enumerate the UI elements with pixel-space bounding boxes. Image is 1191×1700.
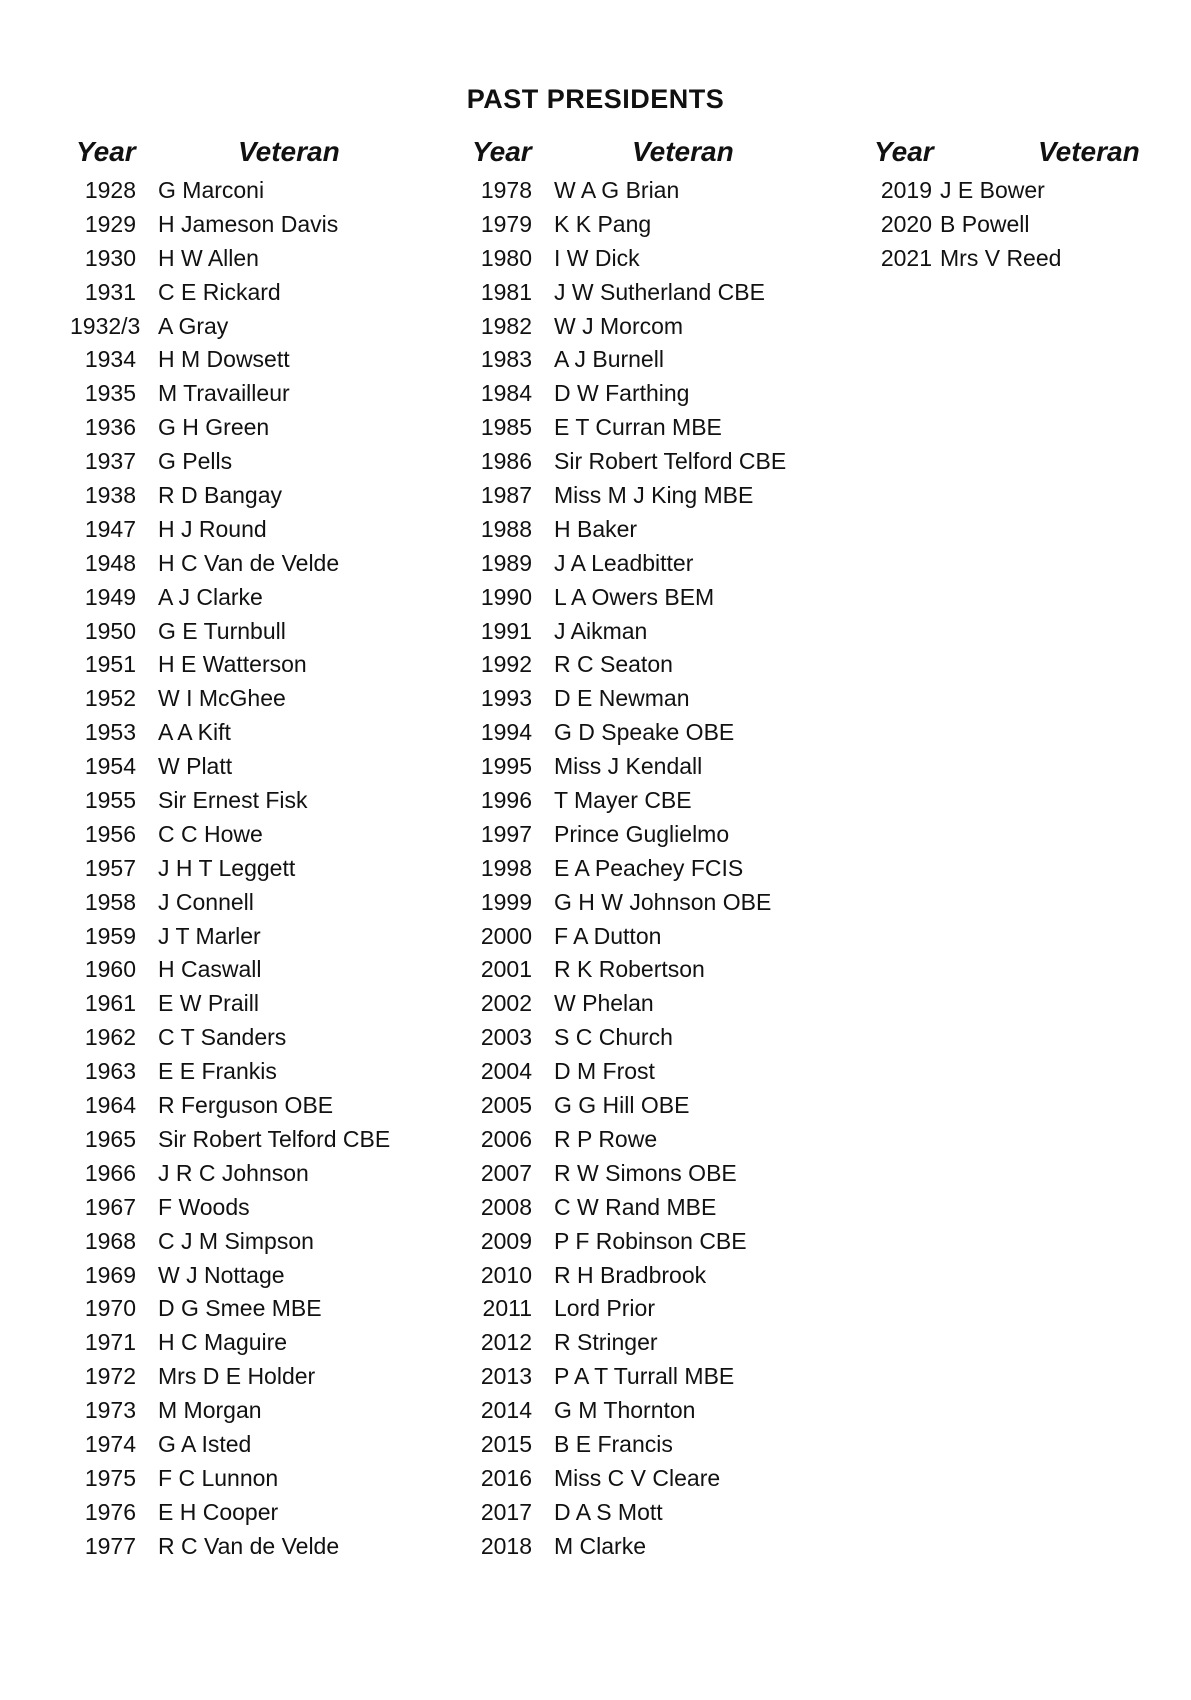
list-item — [466, 411, 846, 445]
president-year: 1994 — [480, 719, 532, 746]
president-year: 1985 — [480, 414, 532, 441]
president-year: 2014 — [480, 1397, 532, 1424]
president-name: G Marconi — [158, 177, 265, 203]
president-name: G E Turnbull — [158, 617, 286, 644]
column-header — [70, 134, 430, 174]
list-item — [70, 310, 430, 344]
president-name: B Powell — [940, 210, 1030, 237]
president-name: D G Smee MBE — [158, 1295, 322, 1322]
list-item — [466, 1394, 846, 1428]
president-year: 2005 — [480, 1092, 532, 1119]
president-year: 2004 — [480, 1058, 532, 1085]
president-year: 1950 — [84, 617, 136, 644]
president-name: F C Lunnon — [158, 1464, 279, 1491]
list-item — [70, 750, 430, 784]
president-name: T Mayer CBE — [554, 787, 692, 814]
veteran-header: Veteran — [632, 136, 734, 167]
president-year: 1936 — [84, 414, 136, 441]
president-name: W Platt — [158, 753, 233, 780]
president-year: 1993 — [480, 685, 532, 712]
president-name: J Aikman — [554, 617, 648, 644]
list-item — [70, 852, 430, 886]
president-name: L A Owers BEM — [554, 583, 715, 610]
president-name: M Travailleur — [158, 380, 290, 407]
list-item — [466, 1496, 846, 1530]
president-name: Prince Guglielmo — [554, 820, 730, 847]
list-item — [70, 1530, 430, 1564]
president-year: 1937 — [84, 448, 136, 475]
president-year: 1954 — [84, 753, 136, 780]
year-header: Year — [874, 136, 934, 167]
president-name: R P Rowe — [554, 1125, 658, 1152]
president-year: 1952 — [84, 685, 136, 712]
president-year: 2010 — [480, 1261, 532, 1288]
president-year: 1951 — [84, 651, 136, 678]
list-item — [70, 377, 430, 411]
president-year: 1988 — [480, 515, 532, 542]
list-item — [466, 1326, 846, 1360]
president-name: A A Kift — [158, 719, 231, 746]
president-name: Mrs D E Holder — [158, 1363, 316, 1390]
president-year: 1986 — [480, 448, 532, 475]
president-year: 1981 — [480, 278, 532, 305]
list-item — [466, 513, 846, 547]
president-year: 1982 — [480, 312, 532, 339]
president-year: 1999 — [480, 888, 532, 915]
list-item — [466, 953, 846, 987]
president-year: 1931 — [84, 278, 136, 305]
list-item — [466, 1292, 846, 1326]
president-name: A J Clarke — [158, 583, 263, 610]
president-name: G Pells — [158, 448, 233, 475]
list-item — [466, 1428, 846, 1462]
president-name: R Ferguson OBE — [158, 1092, 334, 1119]
president-name: Miss J Kendall — [554, 753, 703, 780]
president-name: J Connell — [158, 888, 254, 915]
president-name: J R C Johnson — [158, 1159, 309, 1186]
president-name: H Baker — [554, 515, 638, 542]
president-year: 1958 — [84, 888, 136, 915]
list-item — [466, 682, 846, 716]
year-header: Year — [472, 136, 532, 167]
list-item — [466, 1055, 846, 1089]
list-item — [70, 276, 430, 310]
list-item — [70, 1292, 430, 1326]
list-item — [466, 343, 846, 377]
list-item — [466, 1462, 846, 1496]
list-item — [868, 242, 1168, 276]
list-item — [70, 1225, 430, 1259]
president-name: H Jameson Davis — [158, 210, 339, 237]
list-item — [70, 1089, 430, 1123]
president-year: 1984 — [480, 380, 532, 407]
presidents-list — [466, 174, 846, 1564]
president-year: 2021 — [880, 244, 932, 271]
president-year: 1978 — [480, 177, 532, 203]
list-item — [466, 1259, 846, 1293]
president-name: E T Curran MBE — [554, 414, 722, 441]
president-year: 1949 — [84, 583, 136, 610]
president-name: E H Cooper — [158, 1498, 279, 1525]
list-item — [70, 1462, 430, 1496]
president-name: G H Green — [158, 414, 270, 441]
list-item — [70, 920, 430, 954]
president-name: H E Watterson — [158, 651, 307, 678]
president-year: 1968 — [84, 1227, 136, 1254]
president-year: 1967 — [84, 1193, 136, 1220]
president-year: 1961 — [84, 990, 136, 1017]
president-year: 2011 — [482, 1295, 532, 1322]
list-item — [466, 1191, 846, 1225]
list-item — [466, 208, 846, 242]
president-year: 1934 — [84, 346, 136, 373]
list-item — [466, 377, 846, 411]
president-year: 1953 — [84, 719, 136, 746]
president-year: 1987 — [480, 482, 532, 509]
list-item — [868, 174, 1168, 208]
president-year: 1997 — [480, 820, 532, 847]
president-year: 1974 — [84, 1430, 136, 1457]
president-name: J A Leadbitter — [554, 549, 694, 576]
president-name: Miss C V Cleare — [554, 1464, 721, 1491]
president-year: 1928 — [84, 177, 136, 203]
list-item — [70, 1326, 430, 1360]
president-name: W J Morcom — [554, 312, 684, 339]
list-item — [466, 445, 846, 479]
president-name: G D Speake OBE — [554, 719, 735, 746]
list-item — [70, 784, 430, 818]
president-name: Mrs V Reed — [940, 244, 1062, 271]
president-year: 1969 — [84, 1261, 136, 1288]
list-item — [70, 479, 430, 513]
president-name: I W Dick — [554, 244, 640, 271]
president-name: E W Praill — [158, 990, 259, 1017]
list-item — [466, 276, 846, 310]
president-year: 2017 — [480, 1498, 532, 1525]
president-name: J H T Leggett — [158, 854, 296, 881]
president-year: 1932/3 — [70, 312, 141, 339]
president-year: 1963 — [84, 1058, 136, 1085]
column-header — [466, 134, 846, 174]
list-item — [70, 1191, 430, 1225]
president-name: G G Hill OBE — [554, 1092, 690, 1119]
president-year: 1938 — [84, 482, 136, 509]
president-name: Sir Ernest Fisk — [158, 787, 308, 814]
president-year: 1948 — [84, 549, 136, 576]
president-name: P A T Turrall MBE — [554, 1363, 735, 1390]
president-name: R K Robertson — [554, 956, 705, 983]
president-name: D A S Mott — [554, 1498, 663, 1525]
president-year: 2007 — [480, 1159, 532, 1186]
president-year: 1973 — [84, 1397, 136, 1424]
president-year: 1989 — [480, 549, 532, 576]
president-year: 1960 — [84, 956, 136, 983]
list-item — [70, 615, 430, 649]
president-name: Sir Robert Telford CBE — [158, 1125, 391, 1152]
list-item — [70, 208, 430, 242]
list-item — [70, 1360, 430, 1394]
list-item — [70, 1021, 430, 1055]
list-item — [466, 310, 846, 344]
president-year: 1962 — [84, 1024, 136, 1051]
year-header: Year — [76, 136, 136, 167]
president-year: 1957 — [84, 854, 136, 881]
president-year: 2020 — [880, 210, 932, 237]
president-name: R D Bangay — [158, 482, 283, 509]
list-item — [466, 920, 846, 954]
president-name: C J M Simpson — [158, 1227, 314, 1254]
list-item — [466, 615, 846, 649]
president-year: 1947 — [84, 515, 136, 542]
list-item — [70, 411, 430, 445]
presidents-column-1 — [70, 134, 430, 1564]
veteran-header: Veteran — [238, 136, 340, 167]
president-name: G H W Johnson OBE — [554, 888, 772, 915]
president-year: 1979 — [480, 210, 532, 237]
president-name: K K Pang — [554, 210, 652, 237]
list-item — [466, 852, 846, 886]
list-item — [466, 1021, 846, 1055]
president-year: 1955 — [84, 787, 136, 814]
list-item — [70, 445, 430, 479]
president-year: 1976 — [84, 1498, 136, 1525]
list-item — [466, 547, 846, 581]
president-name: E E Frankis — [158, 1058, 277, 1085]
list-item — [70, 716, 430, 750]
president-year: 1996 — [480, 787, 532, 814]
president-year: 1956 — [84, 820, 136, 847]
presidents-column-3 — [868, 134, 1168, 276]
list-item — [70, 1259, 430, 1293]
list-item — [70, 987, 430, 1021]
list-item — [70, 174, 430, 208]
president-name: D W Farthing — [554, 380, 690, 407]
president-year: 1972 — [84, 1363, 136, 1390]
president-name: H J Round — [158, 515, 267, 542]
president-name: S C Church — [554, 1024, 673, 1051]
list-item — [70, 682, 430, 716]
president-name: H C Van de Velde — [158, 549, 340, 576]
president-name: G M Thornton — [554, 1397, 696, 1424]
president-name: J E Bower — [940, 177, 1045, 203]
list-item — [466, 479, 846, 513]
list-item — [466, 242, 846, 276]
list-item — [466, 1123, 846, 1157]
president-year: 2019 — [880, 177, 932, 203]
president-name: Sir Robert Telford CBE — [554, 448, 787, 475]
president-name: E A Peachey FCIS — [554, 854, 744, 881]
president-name: R C Seaton — [554, 651, 673, 678]
president-name: A Gray — [158, 312, 229, 339]
president-name: C E Rickard — [158, 278, 281, 305]
president-name: H Caswall — [158, 956, 262, 983]
president-name: W I McGhee — [158, 685, 286, 712]
list-item — [466, 648, 846, 682]
list-item — [466, 818, 846, 852]
presidents-list — [70, 174, 430, 1564]
president-name: W Phelan — [554, 990, 654, 1017]
list-item — [466, 750, 846, 784]
list-item — [70, 547, 430, 581]
president-year: 1929 — [84, 210, 136, 237]
list-item — [466, 1360, 846, 1394]
list-item — [70, 1123, 430, 1157]
list-item — [70, 1496, 430, 1530]
president-name: R C Van de Velde — [158, 1532, 340, 1559]
president-name: D E Newman — [554, 685, 690, 712]
list-item — [466, 886, 846, 920]
list-item — [466, 1530, 846, 1564]
president-name: H W Allen — [158, 244, 259, 271]
list-item — [70, 886, 430, 920]
presidents-list — [868, 174, 1168, 276]
president-name: H M Dowsett — [158, 346, 290, 373]
list-item — [70, 953, 430, 987]
list-item — [70, 242, 430, 276]
president-year: 2016 — [480, 1464, 532, 1491]
list-item — [466, 1089, 846, 1123]
president-name: M Clarke — [554, 1532, 647, 1559]
president-name: W A G Brian — [554, 177, 680, 203]
president-year: 2002 — [480, 990, 532, 1017]
president-name: M Morgan — [158, 1397, 262, 1424]
president-name: C C Howe — [158, 820, 263, 847]
president-year: 2001 — [480, 956, 532, 983]
president-name: J W Sutherland CBE — [554, 278, 765, 305]
president-year: 2018 — [480, 1532, 532, 1559]
president-name: P F Robinson CBE — [554, 1227, 747, 1254]
page-title: PAST PRESIDENTS — [466, 84, 725, 114]
list-item — [70, 648, 430, 682]
list-item — [466, 1225, 846, 1259]
president-year: 1970 — [84, 1295, 136, 1322]
president-year: 2015 — [480, 1430, 532, 1457]
list-item — [466, 1157, 846, 1191]
president-year: 2009 — [480, 1227, 532, 1254]
president-name: Miss M J King MBE — [554, 482, 754, 509]
president-year: 2013 — [480, 1363, 532, 1390]
president-name: C W Rand MBE — [554, 1193, 717, 1220]
list-item — [466, 716, 846, 750]
list-item — [70, 1055, 430, 1089]
president-year: 1975 — [84, 1464, 136, 1491]
president-year: 1959 — [84, 922, 136, 949]
list-item — [868, 208, 1168, 242]
president-year: 1990 — [480, 583, 532, 610]
president-year: 2000 — [480, 922, 532, 949]
list-item — [70, 513, 430, 547]
list-item — [466, 581, 846, 615]
president-name: R H Bradbrook — [554, 1261, 707, 1288]
list-item — [70, 1394, 430, 1428]
president-year: 1977 — [84, 1532, 136, 1559]
president-year: 1966 — [84, 1159, 136, 1186]
president-year: 2006 — [480, 1125, 532, 1152]
president-name: A J Burnell — [554, 346, 664, 373]
president-name: F A Dutton — [554, 922, 662, 949]
president-name: C T Sanders — [158, 1024, 287, 1051]
president-name: B E Francis — [554, 1430, 673, 1457]
president-name: G A Isted — [158, 1430, 252, 1457]
president-year: 1980 — [480, 244, 532, 271]
president-year: 2003 — [480, 1024, 532, 1051]
president-year: 1998 — [480, 854, 532, 881]
list-item — [466, 987, 846, 1021]
president-year: 1991 — [480, 617, 532, 644]
list-item — [70, 1157, 430, 1191]
president-year: 2012 — [480, 1329, 532, 1356]
president-year: 1935 — [84, 380, 136, 407]
president-year: 1995 — [480, 753, 532, 780]
president-name: R Stringer — [554, 1329, 658, 1356]
president-year: 1930 — [84, 244, 136, 271]
president-name: W J Nottage — [158, 1261, 285, 1288]
president-year: 2008 — [480, 1193, 532, 1220]
president-year: 1971 — [84, 1329, 136, 1356]
president-name: D M Frost — [554, 1058, 655, 1085]
list-item — [70, 581, 430, 615]
president-year: 1964 — [84, 1092, 136, 1119]
list-item — [466, 784, 846, 818]
president-year: 1992 — [480, 651, 532, 678]
president-name: J T Marler — [158, 922, 261, 949]
list-item — [70, 1428, 430, 1462]
president-name: R W Simons OBE — [554, 1159, 737, 1186]
president-name: F Woods — [158, 1193, 250, 1220]
president-year: 1965 — [84, 1125, 136, 1152]
list-item — [70, 343, 430, 377]
veteran-header: Veteran — [1038, 136, 1140, 167]
president-name: Lord Prior — [554, 1295, 655, 1322]
list-item — [70, 818, 430, 852]
presidents-column-2 — [466, 134, 846, 1564]
president-name: H C Maguire — [158, 1329, 288, 1356]
list-item — [466, 174, 846, 208]
president-year: 1983 — [480, 346, 532, 373]
column-header — [868, 134, 1168, 174]
